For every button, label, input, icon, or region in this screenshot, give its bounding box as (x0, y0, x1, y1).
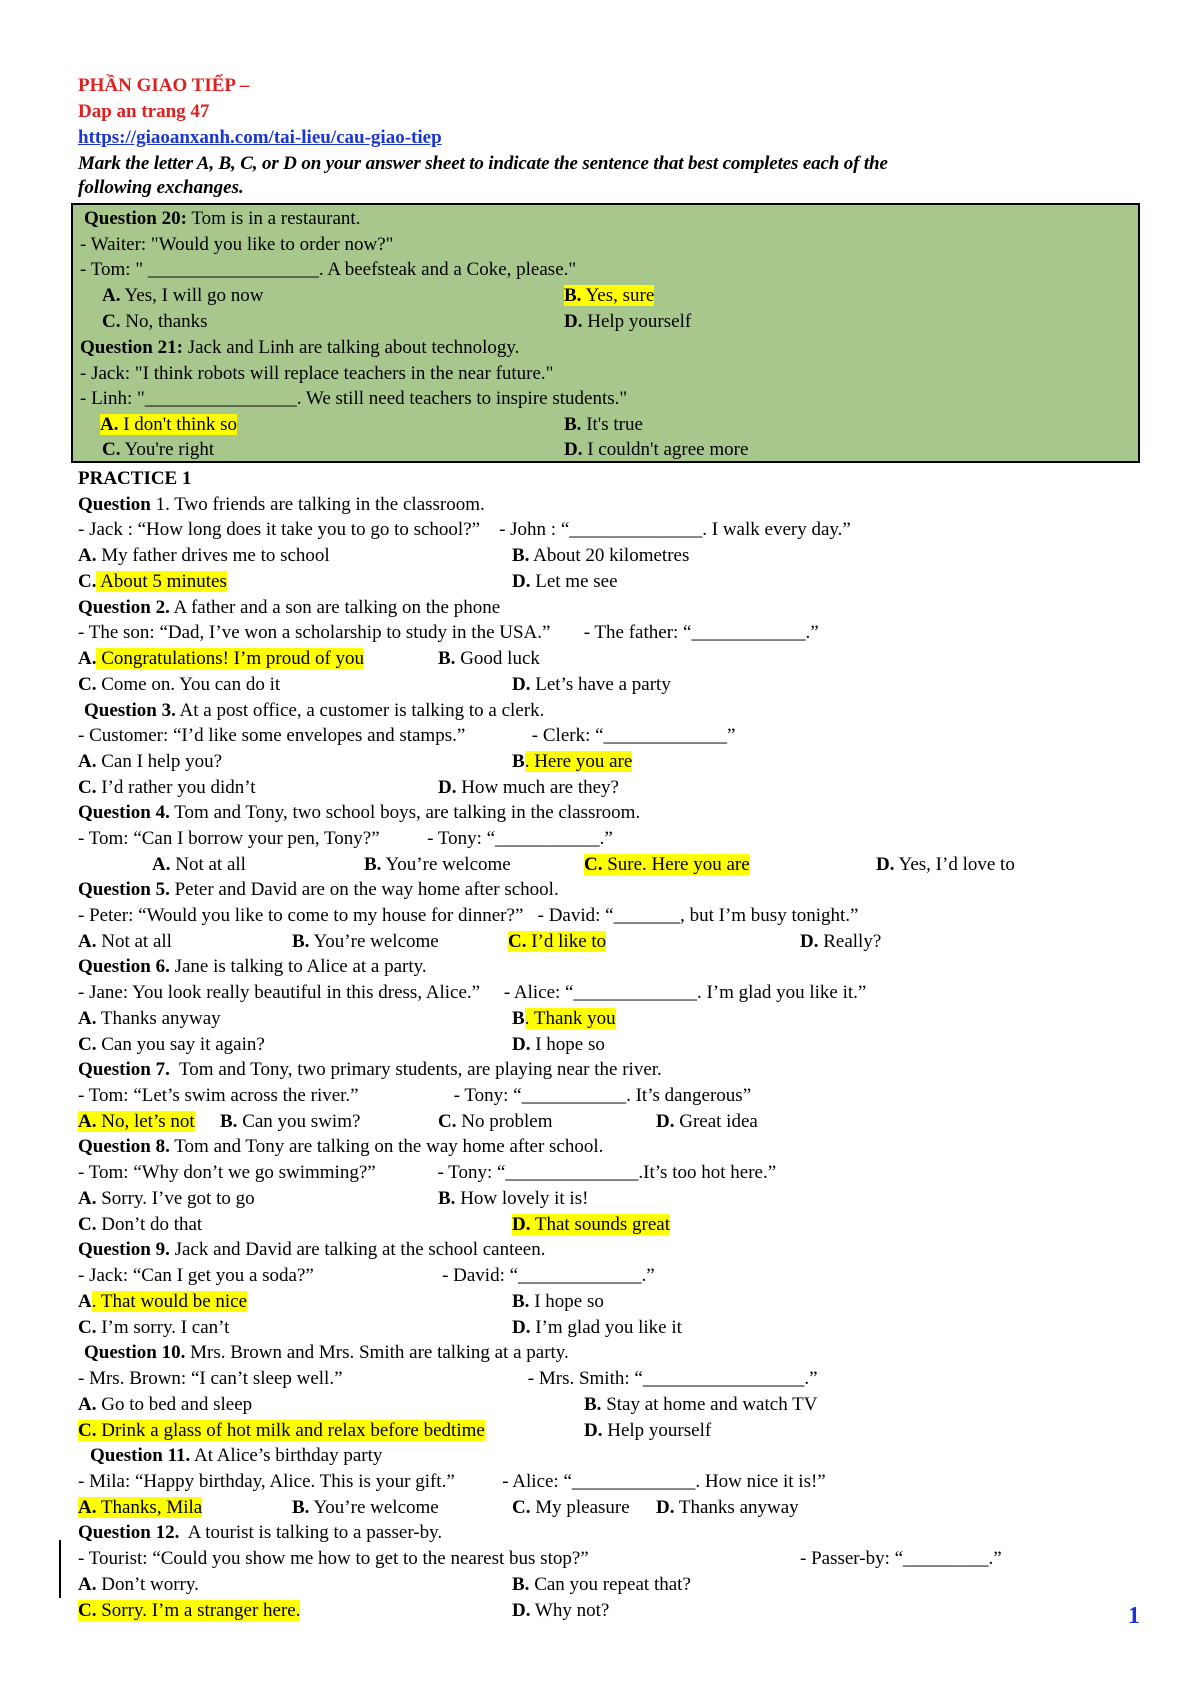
question-12-heading: Question 12. A tourist is talking to a passer-by. (78, 1522, 443, 1543)
question-3-option-c: C. I’d rather you didn’t (78, 777, 256, 798)
question-20-option-c: C. No, thanks (102, 311, 208, 332)
question-6-option-b: B. Thank you (512, 1008, 616, 1029)
question-20-heading: Question 20: Tom is in a restaurant. (84, 208, 361, 229)
question-7-option-d: D. Great idea (656, 1111, 758, 1132)
question-5-option-d: D. Really? (800, 931, 882, 952)
question-10-option-b: B. Stay at home and watch TV (584, 1394, 818, 1415)
question-6-option-a: A. Thanks anyway (78, 1008, 221, 1029)
question-2-option-b: B. Good luck (438, 648, 540, 669)
question-2-option-a: A. Congratulations! I’m proud of you (78, 648, 365, 669)
question-10-option-c: C. Drink a glass of hot milk and relax before bedtime (78, 1420, 485, 1441)
question-4-option-c: C. Sure. Here you are (584, 854, 750, 875)
question-7-option-b: B. Can you swim? (220, 1111, 361, 1132)
question-2-option-d: D. Let’s have a party (512, 674, 671, 695)
question-10-heading: Question 10. Mrs. Brown and Mrs. Smith are talking at a party. (84, 1342, 569, 1363)
question-5-dialogue: - Peter: “Would you like to come to my house for dinner?” - David: “_______, but I’m busy tonight.” (78, 905, 859, 926)
question-3-heading: Question 3. At a post office, a customer is talking to a clerk. (84, 700, 545, 721)
question-4-option-d: D. Yes, I’d love to (876, 854, 1015, 875)
question-3-option-d: D. How much are they? (438, 777, 619, 798)
question-8-option-b: B. How lovely it is! (438, 1188, 589, 1209)
question-12-option-b: B. Can you repeat that? (512, 1574, 691, 1595)
question-1-option-d: D. Let me see (512, 571, 618, 592)
question-1-option-a: A. My father drives me to school (78, 545, 330, 566)
instruction-line-2: following exchanges. (78, 177, 244, 198)
question-12-dialogue: - Tourist: “Could you show me how to get to the nearest bus stop?” (78, 1548, 589, 1569)
question-5-option-a: A. Not at all (78, 931, 172, 952)
question-7-dialogue: - Tom: “Let’s swim across the river.” - Tony: “___________. It’s dangerous” (78, 1085, 752, 1106)
question-11-option-c: C. My pleasure (512, 1497, 630, 1518)
question-7-option-c: C. No problem (438, 1111, 553, 1132)
question-12-option-c: C. Sorry. I’m a stranger here. (78, 1600, 301, 1621)
instruction-line-1: Mark the letter A, B, C, or D on your answer sheet to indicate the sentence that best completes each of the (78, 153, 888, 174)
question-1-option-b: B. About 20 kilometres (512, 545, 690, 566)
question-21-option-d: D. I couldn't agree more (564, 439, 749, 460)
margin-change-bar (59, 1540, 61, 1598)
practice-heading: PRACTICE 1 (78, 468, 192, 489)
question-21-option-b: B. It's true (564, 414, 643, 435)
question-9-option-a: A. That would be nice (78, 1291, 248, 1312)
question-4-dialogue: - Tom: “Can I borrow your pen, Tony?” - Tony: “___________.” (78, 828, 613, 849)
question-2-heading: Question 2. A father and a son are talking on the phone (78, 597, 501, 618)
question-21-line-1: - Jack: "I think robots will replace teachers in the near future." (80, 363, 554, 384)
question-11-heading: Question 11. At Alice’s birthday party (90, 1445, 383, 1466)
question-5-option-b: B. You’re welcome (292, 931, 439, 952)
question-10-option-a: A. Go to bed and sleep (78, 1394, 253, 1415)
question-1-option-c: C. About 5 minutes (78, 571, 227, 592)
question-8-heading: Question 8. Tom and Tony are talking on the way home after school. (78, 1136, 604, 1157)
question-8-option-a: A. Sorry. I’ve got to go (78, 1188, 255, 1209)
question-9-option-b: B. I hope so (512, 1291, 604, 1312)
document-title: PHẦN GIAO TIẾP – (78, 75, 250, 96)
question-5-heading: Question 5. Peter and David are on the way home after school. (78, 879, 559, 900)
question-21-option-a: A. I don't think so (100, 414, 237, 435)
question-7-heading: Question 7. Tom and Tony, two primary students, are playing near the river. (78, 1059, 662, 1080)
question-12-option-a: A. Don’t worry. (78, 1574, 199, 1595)
question-1-dialogue: - Jack : “How long does it take you to go to school?” - John : “______________. I walk every day.” (78, 519, 851, 540)
question-11-option-a: A. Thanks, Mila (78, 1497, 203, 1518)
question-21-option-c: C. You're right (102, 439, 215, 460)
question-11-dialogue: - Mila: “Happy birthday, Alice. This is your gift.” - Alice: “_____________. How nice it is!” (78, 1471, 826, 1492)
question-6-option-c: C. Can you say it again? (78, 1034, 265, 1055)
question-4-option-b: B. You’re welcome (364, 854, 511, 875)
question-11-option-d: D. Thanks anyway (656, 1497, 799, 1518)
question-10-dialogue: - Mrs. Brown: “I can’t sleep well.” - Mrs. Smith: “_________________.” (78, 1368, 818, 1389)
question-3-dialogue: - Customer: “I’d like some envelopes and stamps.” - Clerk: “_____________” (78, 725, 736, 746)
question-10-option-d: D. Help yourself (584, 1420, 712, 1441)
answer-reference: Dap an trang 47 (78, 101, 210, 122)
question-20-line-1: - Waiter: "Would you like to order now?" (80, 234, 394, 255)
question-2-dialogue: - The son: “Dad, I’ve won a scholarship to study in the USA.” - The father: “____________.” (78, 622, 819, 643)
source-link[interactable]: https://giaoanxanh.com/tai-lieu/cau-giao-tiep (78, 127, 442, 148)
question-20-line-2: - Tom: " __________________. A beefsteak and a Coke, please." (80, 259, 577, 280)
question-8-option-c: C. Don’t do that (78, 1214, 203, 1235)
question-9-heading: Question 9. Jack and David are talking at the school canteen. (78, 1239, 546, 1260)
question-21-line-2: - Linh: "________________. We still need teachers to inspire students." (80, 388, 628, 409)
question-4-option-a: A. Not at all (152, 854, 246, 875)
question-12-option-d: D. Why not? (512, 1600, 610, 1621)
question-8-option-d: D. That sounds great (512, 1214, 670, 1235)
question-8-dialogue: - Tom: “Why don’t we go swimming?” - Tony: “______________.It’s too hot here.” (78, 1162, 777, 1183)
question-3-option-a: A. Can I help you? (78, 751, 223, 772)
question-9-dialogue: - Jack: “Can I get you a soda?” - David: “_____________.” (78, 1265, 655, 1286)
question-7-option-a: A. No, let’s not (78, 1111, 195, 1132)
question-2-option-c: C. Come on. You can do it (78, 674, 281, 695)
question-20-option-b: B. Yes, sure (564, 285, 655, 306)
question-20-option-d: D. Help yourself (564, 311, 692, 332)
question-12-dialogue-reply: - Passer-by: “_________.” (800, 1548, 1002, 1569)
question-9-option-c: C. I’m sorry. I can’t (78, 1317, 230, 1338)
page-number: 1 (1128, 1603, 1140, 1629)
question-4-heading: Question 4. Tom and Tony, two school boys, are talking in the classroom. (78, 802, 641, 823)
question-6-option-d: D. I hope so (512, 1034, 605, 1055)
question-6-heading: Question 6. Jane is talking to Alice at a party. (78, 956, 427, 977)
question-9-option-d: D. I’m glad you like it (512, 1317, 682, 1338)
question-5-option-c: C. I’d like to (508, 931, 607, 952)
question-11-option-b: B. You’re welcome (292, 1497, 439, 1518)
question-6-dialogue: - Jane: You look really beautiful in this dress, Alice.” - Alice: “_____________. I’m glad you like it.” (78, 982, 867, 1003)
question-1-heading: Question 1. Two friends are talking in the classroom. (78, 494, 485, 515)
question-21-heading: Question 21: Jack and Linh are talking about technology. (80, 337, 520, 358)
question-20-option-a: A. Yes, I will go now (102, 285, 264, 306)
question-3-option-b: B. Here you are (512, 751, 633, 772)
